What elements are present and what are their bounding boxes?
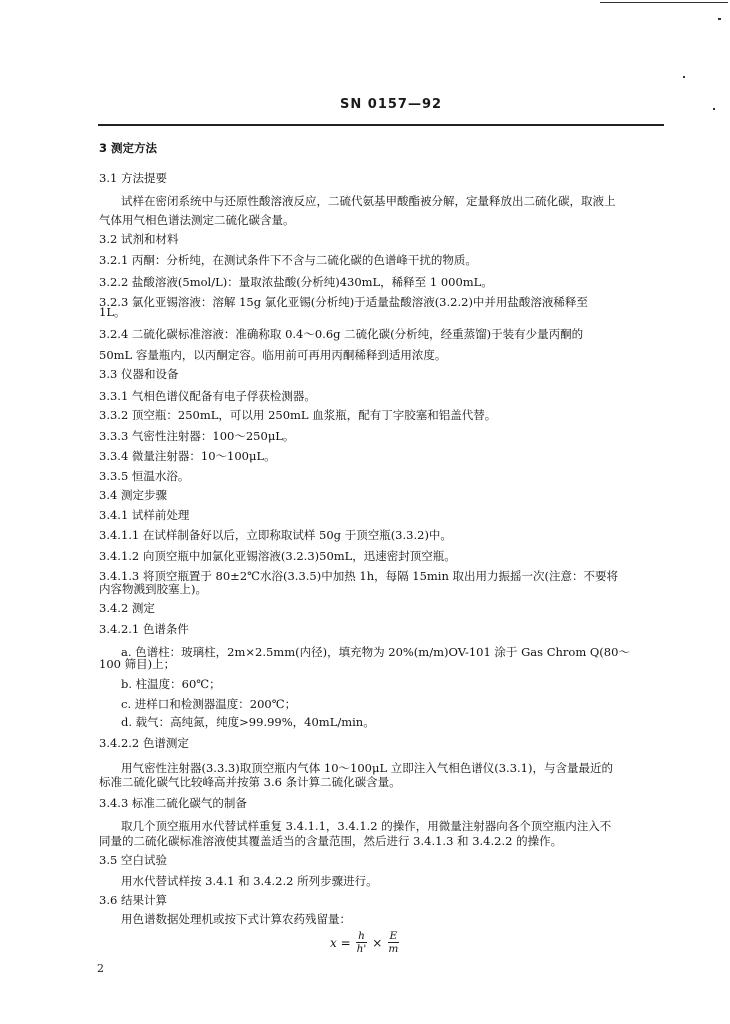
text-line: 3.2.3 氯化亚锡溶液：溶解 15g 氯化亚锡(分析纯)于适量盐酸溶液(3.2.2)中并用盐酸溶液稀释至 xyxy=(99,295,588,309)
text-line: 3.2.4 二硫化碳标准溶液：准确称取 0.4～0.6g 二硫化碳(分析纯，经重蒸馏)于装有少量丙酮的 xyxy=(99,327,584,341)
residue-formula xyxy=(330,930,400,955)
text-line: 3.2 试剂和材料 xyxy=(99,232,179,246)
text-line: 3.3.1 气相色谱仪配备有电子俘获检测器。 xyxy=(99,389,316,403)
text-line: 3.3.4 微量注射器：10～100μL。 xyxy=(99,449,276,463)
text-line: 3.4.3 标准二硫化碳气的制备 xyxy=(99,796,247,810)
text-line: 用气密性注射器(3.3.3)取顶空瓶内气体 10～100μL 立即注入气相色谱仪(3.3.1)，与含量最近的 xyxy=(121,761,613,775)
text-line: 试样在密闭系统中与还原性酸溶液反应，二硫代氨基甲酸酯被分解，定量释放出二硫化碳，取液上 xyxy=(121,194,616,208)
text-line: 用色谱数据处理机或按下式计算农药残留量： xyxy=(121,912,351,926)
text-line: 100 筛目)上； xyxy=(99,657,176,671)
text-line: 1L。 xyxy=(99,305,126,319)
text-line: 3.3.5 恒温水浴。 xyxy=(99,469,190,483)
text-line: 3.6 结果计算 xyxy=(99,893,167,907)
page-number: 2 xyxy=(97,962,104,975)
text-line: 3.2.1 丙酮：分析纯，在测试条件下不含与二硫化碳的色谱峰干扰的物质。 xyxy=(99,253,477,267)
scan-mark-top-right xyxy=(600,2,728,3)
text-line: d. 载气：高纯氮，纯度>99.99%，40mL/min。 xyxy=(121,715,375,729)
text-line: 3.4.2.1 色谱条件 xyxy=(99,622,189,636)
text-line: b. 柱温度：60℃； xyxy=(121,677,221,691)
text-line: 3.3.3 气密性注射器：100～250μL。 xyxy=(99,429,295,443)
scan-mark-right-1 xyxy=(718,18,721,20)
text-line: 3.4.2.2 色谱测定 xyxy=(99,736,189,750)
text-line: 3.4 测定步骤 xyxy=(99,488,167,502)
text-line: c. 进样口和检测器温度：200℃； xyxy=(121,697,297,711)
formula-lhs: x = xyxy=(330,935,351,950)
scan-mark-right-3 xyxy=(713,108,715,110)
text-line: 3.5 空白试验 xyxy=(99,853,167,867)
text-line: 3.3.2 顶空瓶：250mL，可以用 250mL 血浆瓶，配有丁字胶塞和铝盖代替。 xyxy=(99,408,497,422)
header-rule xyxy=(98,124,664,126)
formula-denominator: h' xyxy=(356,943,367,955)
formula-fraction-mass xyxy=(386,930,400,955)
text-line: a. 色谱柱：玻璃柱，2m×2.5mm(内径)，填充物为 20%(m/m)OV-101 涂于 Gas Chrom Q(80～ xyxy=(121,645,630,659)
formula-times: × xyxy=(372,935,383,950)
text-line: 3.4.1 试样前处理 xyxy=(99,508,190,522)
text-line: 内容物溅到胶塞上)。 xyxy=(99,582,207,596)
text-line: 3.3 仪器和设备 xyxy=(99,367,179,381)
text-line: 标准二硫化碳气比较峰高并按第 3.6 条计算二硫化碳含量。 xyxy=(99,775,401,789)
text-line: 3.2.2 盐酸溶液(5mol/L)：量取浓盐酸(分析纯)430mL，稀释至 1 000mL。 xyxy=(99,275,493,289)
standard-code-header: SN 0157—92 xyxy=(340,97,443,112)
text-line: 用水代替试样按 3.4.1 和 3.4.2.2 所列步骤进行。 xyxy=(121,874,378,888)
section-heading: 3 测定方法 xyxy=(99,141,158,155)
formula-numerator: h xyxy=(358,930,365,942)
text-line: 气体用气相色谱法测定二硫化碳含量。 xyxy=(99,213,295,227)
text-line: 3.1 方法提要 xyxy=(99,171,167,185)
text-line: 3.4.1.3 将顶空瓶置于 80±2℃水浴(3.3.5)中加热 1h，每隔 15min 取出用力振摇一次(注意：不要将 xyxy=(99,569,619,583)
formula-fraction-peak xyxy=(355,930,369,955)
text-line: 3.4.1.1 在试样制备好以后，立即称取试样 50g 于顶空瓶(3.3.2)中。 xyxy=(99,528,452,542)
scan-mark-right-2 xyxy=(683,76,685,78)
formula-denominator: m xyxy=(388,943,399,955)
formula-numerator: E xyxy=(389,930,398,942)
text-line: 同量的二硫化碳标准溶液使其覆盖适当的含量范围，然后进行 3.4.1.3 和 3.4.2.2 的操作。 xyxy=(99,834,563,848)
text-line: 3.4.2 测定 xyxy=(99,601,155,615)
text-line: 3.4.1.2 向顶空瓶中加氯化亚锡溶液(3.2.3)50mL，迅速密封顶空瓶。 xyxy=(99,549,456,563)
text-line: 50mL 容量瓶内，以丙酮定容。临用前可再用丙酮稀释到适用浓度。 xyxy=(99,348,447,362)
text-line: 取几个顶空瓶用水代替试样重复 3.4.1.1，3.4.1.2 的操作，用微量注射器向各个顶空瓶内注入不 xyxy=(121,819,612,833)
